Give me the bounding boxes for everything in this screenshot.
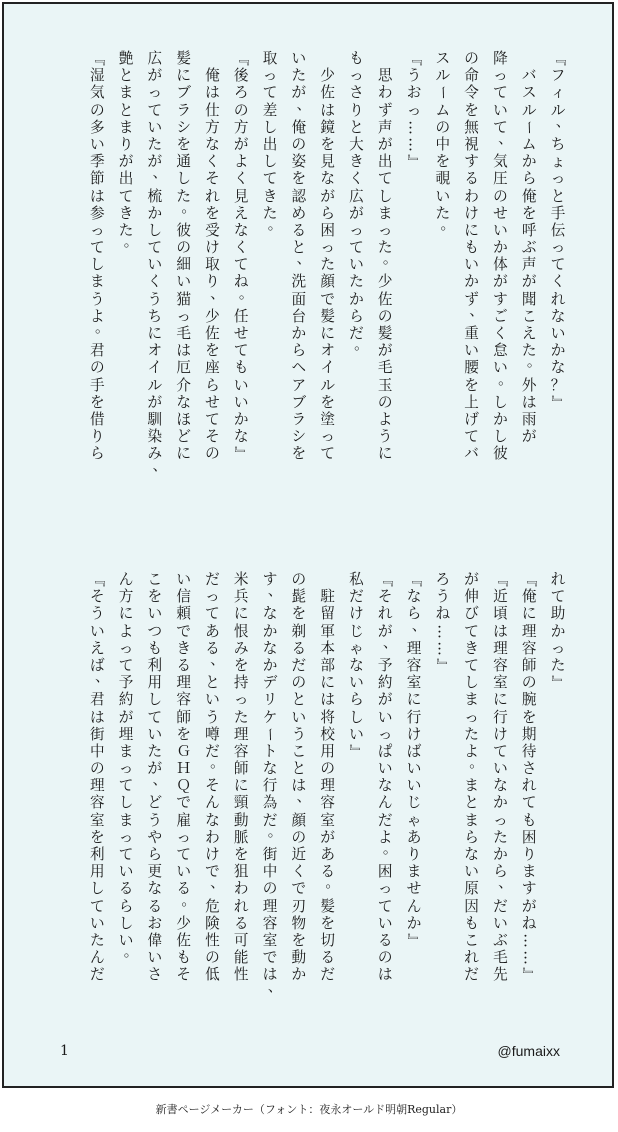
- text-column: 『 そ れ が 、 予 約 が い っ ぱ い な ん だ よ 。 困 っ て い る の は: [376, 572, 398, 984]
- text-column: 少 佐 は 鏡 を 見 な が ら 困 っ た 顔 で 髪 に オ イ ル を 塗 っ て: [320, 67, 335, 463]
- text-column: 取 っ て 差 し 出 し て き た 。: [262, 50, 283, 233]
- text-column: 『 う お っ … … 』: [405, 51, 423, 170]
- text-column: こ を い つ も 利 用 し て い た が 、 ど う や ら 更 な る お 偉 い さ: [147, 571, 168, 984]
- page-number: 1: [60, 1043, 69, 1059]
- text-column: ん 方 に よ っ て 予 約 が 埋 ま っ て し ま っ て い る ら し い 。: [118, 571, 139, 961]
- text-column: 髪 に ブ ラ シ を 通 し た 。 彼 の 細 い 猫 っ 毛 は 厄 介 な ほ ど に: [176, 50, 196, 463]
- text-column: 降 っ て い て 、 気 圧 の せ い か 体 が す ご く 怠 い 。 し か し 彼: [493, 50, 513, 463]
- text-block-lower: [76, 571, 566, 1026]
- text-column: バ ス ル ー ム か ら 俺 を 呼 ぶ 声 が 聞 こ え た 。 外 は 雨 が: [520, 67, 542, 446]
- text-column: だ っ て あ る 、 と い う 噂 だ 。 そ ん な わ け で 、 危 険 性 の 低: [205, 571, 225, 984]
- text-column: 艶 と ま と ま り が 出 て き た 。: [118, 50, 139, 251]
- text-column: ス ル ー ム の 中 を 覗 い た 。: [434, 50, 456, 233]
- text-column: の 髭 を 剃 る だ の と い う こ と は 、 顔 の 近 く で 刃 物 を 動 か: [291, 571, 312, 984]
- footer-caption: 新書ページメーカー（フォント：夜永オールド明朝Regular）: [155, 1103, 463, 1116]
- text-column: も っ さ り と 大 き く 広 が っ て い た か ら だ 。: [349, 50, 369, 354]
- text-column: 『 俺 に 理 容 師 の 腕 を 期 待 さ れ て も 困 り ま す が ね … … 』: [520, 572, 538, 983]
- text-column: 『 近 頃 は 理 容 室 に 行 け て い な か っ た か ら 、 だ い ぶ 毛 先: [492, 572, 513, 984]
- text-column: 思 わ ず 声 が 出 て し ま っ た 。 少 佐 の 髪 が 毛 玉 の よ う に: [377, 67, 398, 463]
- text-column: 『 後 ろ の 方 が よ く 見 え な く て ね 。 任 せ て も い い か な 』: [232, 51, 254, 462]
- text-column: 『 そ う い え ば 、 君 は 街 中 の 理 容 室 を 利 用 し て い た ん だ: [88, 572, 110, 984]
- text-column: 広 が っ て い た が 、 梳 か し て い く う ち に オ イ ル が 馴 染 み 、: [147, 50, 168, 474]
- text-column: 『 フ ィ ル 、 ち ょ っ と 手 伝 っ て く れ な い か な ？ 』: [549, 51, 571, 410]
- text-column: い 信 頼 で き る 理 容 師 を Ｇ Ｈ Ｑ で 雇 っ て い る 。 少 佐 も そ: [176, 571, 196, 984]
- text-column: 私 だ け じ ゃ な い ら し い 』: [348, 571, 366, 759]
- text-column: 駐 留 軍 本 部 に は 将 校 用 の 理 容 室 が あ る 。 髪 を 切 る だ: [320, 588, 340, 984]
- text-column: が 伸 び て き て し ま っ た よ 。 ま と ま ら な い 原 因 も こ れ だ: [464, 571, 484, 984]
- text-column: い た が 、 俺 の 姿 を 認 め る と 、 洗 面 台 か ら ヘ ア ブ ラ シ を: [291, 50, 312, 463]
- text-column: の 命 令 を 無 視 す る わ け に も い か ず 、 重 い 腰 を 上 げ て バ: [464, 50, 484, 463]
- book-page: [2, 2, 614, 1088]
- text-column: 『 湿 気 の 多 い 季 節 は 参 っ て し ま う よ 。 君 の 手 を 借 り ら: [88, 51, 110, 463]
- text-block-upper: [76, 50, 571, 505]
- author-handle: @fumaixx: [497, 1043, 560, 1059]
- text-column: 俺 は 仕 方 な く そ れ を 受 け 取 り 、 少 佐 を 座 ら せ て そ の: [205, 67, 225, 463]
- text-column: 『 な ら 、 理 容 室 に 行 け ば い い じ ゃ あ り ま せ ん か 』: [405, 572, 427, 948]
- text-column: ろ う ね … … 』: [434, 571, 452, 673]
- text-column: す 、 な か な か デ リ ケ ー ト な 行 為 だ 。 街 中 の 理 容 室 で は 、: [261, 571, 283, 995]
- text-column: れ て 助 か っ た 』: [549, 571, 567, 691]
- text-column: 米 兵 に 恨 み を 持 っ た 理 容 師 に 頸 動 脈 を 狙 わ れ る 可 能 性: [233, 571, 249, 984]
